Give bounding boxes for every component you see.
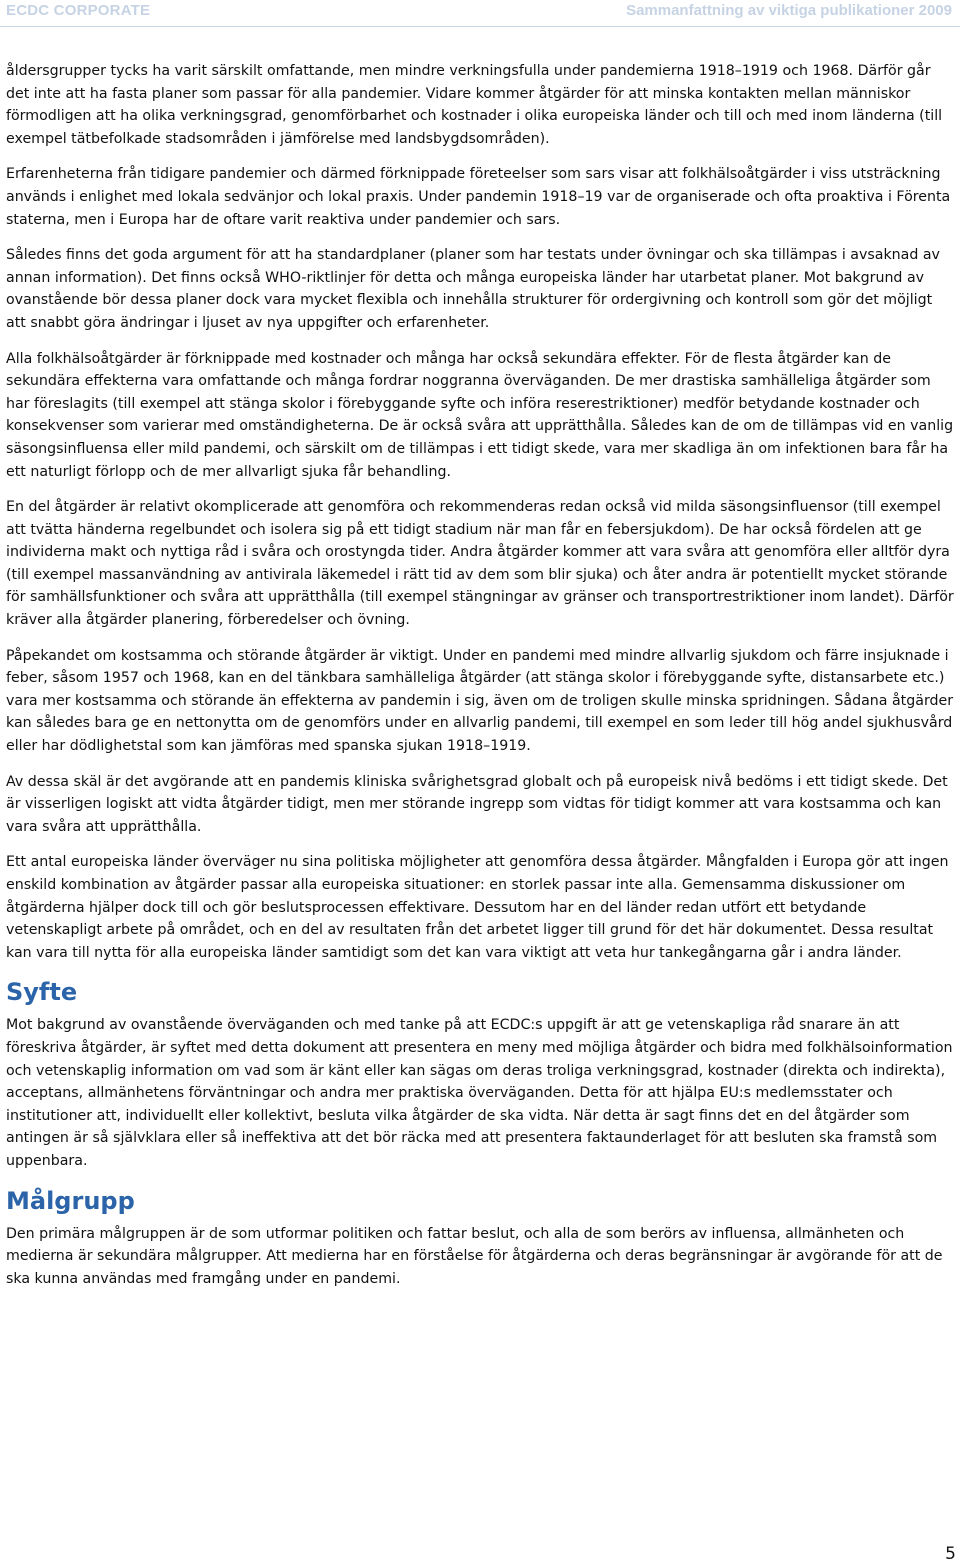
section-heading-syfte: Syfte	[6, 978, 78, 1007]
page-header	[0, 0, 960, 27]
paragraph-3: Således finns det goda argument för att ha standardplaner (planer som har testats under övningar och ska tillämpas i avsaknad av annan information). Det finns också WHO-riktlinjer för detta och många europeiska länder har utarbetat planer. Mot bakgrund av ovanstående bör dessa planer dock vara mycket flexibla och innehålla strukturer för ordergivning och kontroll som gör det möjligt att snabbt göra ändringar i ljuset av nya uppgifter och erfarenheter.	[6, 247, 940, 331]
paragraph-7: Av dessa skäl är det avgörande att en pandemis kliniska svårighetsgrad globalt och på europeisk nivå bedöms i ett tidigt skede. Det är visserligen logiskt att vidta åtgärder tidigt, men mer störande ingrepp som vidtas för tidigt kommer att vara kostsamma och kan vara svåra att upprätthålla.	[6, 773, 948, 835]
paragraph-8: Ett antal europeiska länder överväger nu sina politiska möjligheter att genomföra dessa åtgärder. Mångfalden i Europa gör att ingen enskild kombination av åtgärder passar alla europeiska situationer: en storlek passar inte alla. Gemensamma diskussioner om åtgärderna hjälper dock till och gör beslutsprocessen effektivare. Dessutom har en del länder redan utfört ett betydande vetenskapligt arbete på området, och en del av resultaten från det arbetet ligger till grund för det här dokumentet. Dessa resultat kan vara till nytta för alla europeiska länder samtidigt som det kan vara viktigt att veta hur tankegångarna går i andra länder.	[6, 854, 949, 961]
paragraph-6: Påpekandet om kostsamma och störande åtgärder är viktigt. Under en pandemi med mindre allvarlig sjukdom och färre insjuknade i feber, såsom 1957 och 1968, kan en del tänkbara samhälleliga åtgärder (att stänga skolor i förebyggande syfte, distansarbete etc.) vara mer kostsamma och störande än effekterna av pandemin i sig, även om de troligen skulle minska spridningen. Sådana åtgärder kan således bara ge en nettonytta om de genomförs under en allvarlig pandemi, till exempel en som leder till hög andel sjukhusvård eller har dödlighetstal som kan jämföras med spanska sjukan 1918–1919.	[6, 647, 954, 755]
page-number: 5	[945, 1544, 956, 1564]
section-heading-malgrupp: Målgrupp	[6, 1186, 135, 1215]
section-text-malgrupp: Den primära målgruppen är de som utformar politiken och fattar beslut, och alla de som berörs av influensa, allmänheten och medierna är sekundära målgrupper. Att medierna har en förståelse för åtgärderna och deras begränsningar är avgörande för att de ska kunna användas med framgång under en pandemi.	[6, 1225, 943, 1287]
paragraph-1: åldersgrupper tycks ha varit särskilt omfattande, men mindre verkningsfulla under pandemierna 1918–1919 och 1968. Därför går det inte att ha fasta planer som passar för alla pandemier. Vidare kommer åtgärder för att minska kontakten mellan människor förmodligen att ha olika verkningsgrad, genomförbarhet och kostnader i olika europeiska länder och till och med inom länderna (till exempel tätbefolkade stadsområden i jämförelse med landsbygdsområden).	[6, 63, 943, 147]
document-body	[6, 60, 956, 1303]
paragraph-5: En del åtgärder är relativt okomplicerade att genomföra och rekommenderas redan också vid milda säsongsinfluensor (till exempel att tvätta händerna regelbundet och isolera sig på ett tidigt stadium när man får en febersjukdom). De har också fördelen att ge individerna makt och nyttiga råd i svåra och orostyngda tider. Andra åtgärder kommer att vara svåra att genomföra eller alltför dyra (till exempel massanvändning av antivirala läkemedel i rätt tid av dem som blir sjuka) och åter andra är potentiellt mycket störande för samhällsfunktioner och svåra att upprätthålla (till exempel stängningar av gränser och transportrestriktioner inom landet). Därför kräver alla åtgärder planering, förberedelser och övning.	[6, 499, 954, 629]
section-text-syfte: Mot bakgrund av ovanstående överväganden och med tanke på att ECDC:s uppgift är att ge vetenskapliga råd snarare än att föreskriva åtgärder, är syftet med detta dokument att presentera en meny med möjliga åtgärder och bidra med folkhälsoinformation och vetenskaplig information om vad som är känt eller kan sägas om deras troliga verkningsgrad, kostnader (direkta och indirekta), acceptans, allmänhetens förväntningar och andra mer praktiska överväganden. Detta för att hjälpa EU:s medlemsstater och institutioner att, individuellt eller kollektivt, besluta vilka åtgärder de ska vidta. När detta är sagt finns det en del åtgärder som antingen är så självklara eller så ineffektiva att det bör räcka med att presentera faktaunderlaget för att besluten ska framstå som uppenbara.	[6, 1017, 953, 1169]
paragraph-4: Alla folkhälsoåtgärder är förknippade med kostnader och många har också sekundära effekter. För de flesta åtgärder kan de sekundära effekterna vara omfattande och många fordrar noggranna överväganden. De mer drastiska samhälleliga åtgärder som har föreslagits (till exempel att stänga skolor i förebyggande syfte och införa reserestriktioner) medför betydande kostnader och konsekvenser som varierar med omständigheterna. De är också svåra att upprätthålla. Således kan de om de tillämpas vid en vanlig säsongsinfluensa eller mild pandemi, och särskilt om de tillämpas i ett tidigt skede, vara mer skadliga än om infektionen bara får ha ett naturligt förlopp och de mer allvarligt sjuka får behandling.	[6, 350, 954, 480]
paragraph-2: Erfarenheterna från tidigare pandemier och därmed förknippade företeelser som sars visar att folkhälsoåtgärder i viss utsträckning används i enlighet med lokala sedvänjor och lokal praxis. Under pandemin 1918–19 var de organiserade och ofta proaktiva i Förenta staterna, men i Europa har de oftare varit reaktiva under pandemier och sars.	[6, 166, 951, 228]
header-document-title: Sammanfattning av viktiga publikationer 2009	[626, 2, 952, 19]
header-org-name: ECDC CORPORATE	[6, 2, 151, 19]
